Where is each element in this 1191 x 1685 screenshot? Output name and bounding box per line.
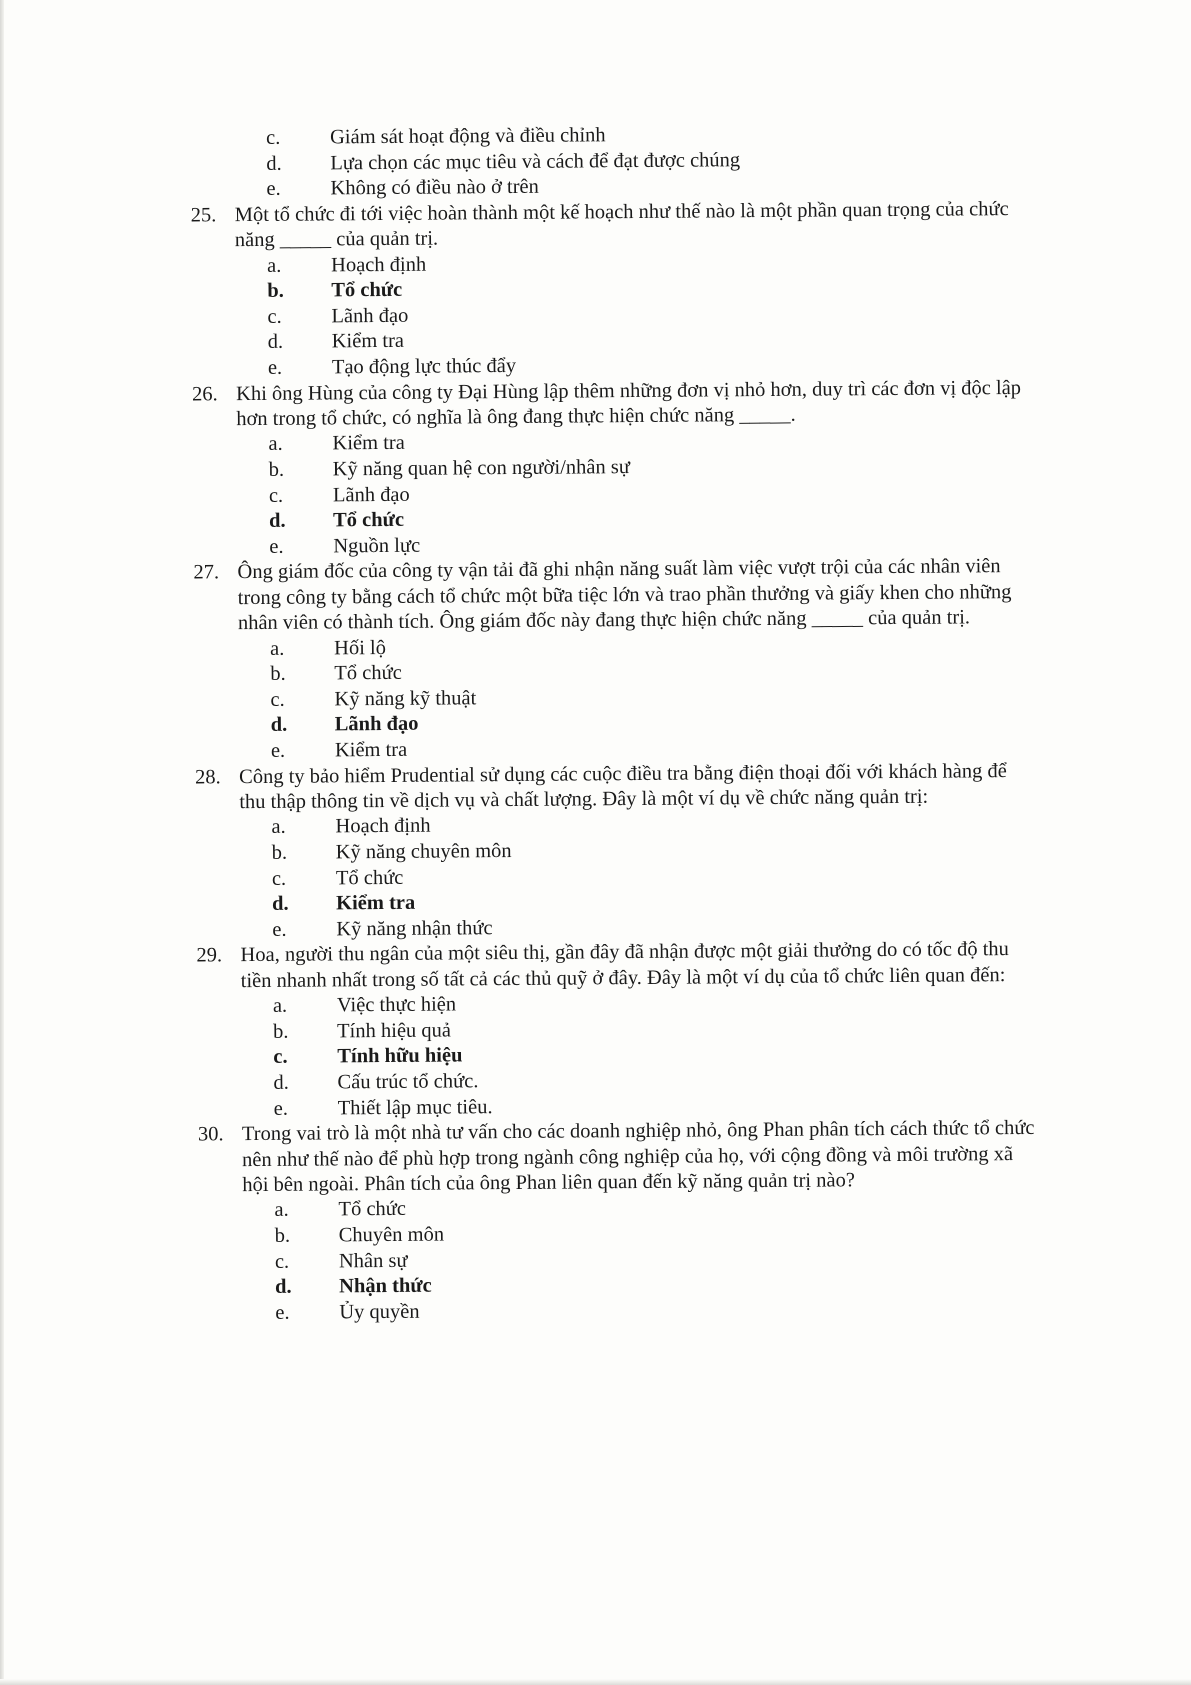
option-letter: c. bbox=[270, 688, 285, 711]
question-block bbox=[198, 1116, 1040, 1327]
option-letter: e. bbox=[270, 739, 286, 762]
option-text: Hoạch định bbox=[330, 253, 427, 276]
option-text: Hoạch định bbox=[335, 814, 431, 838]
option-letter: d. bbox=[275, 1275, 292, 1298]
option-letter: a. bbox=[271, 816, 286, 839]
question-list bbox=[1, 195, 1191, 1328]
page-content bbox=[0, 119, 1191, 1329]
scan-edge-bottom bbox=[0, 1679, 1191, 1685]
option-text: Giám sát hoạt động và điều chỉnh bbox=[329, 124, 606, 149]
question-text: Hoa, người thu ngân của một siêu thị, gần đây đã nhận được một giải thưởng do có tốc độ thu tiền nhanh nhất trong số tất cả các thủ quỹ ở đây. Đây là một ví dụ của tổ chức liên quan đến: bbox=[240, 938, 1009, 992]
option-text: Hối lộ bbox=[334, 636, 387, 659]
option-letter: e. bbox=[266, 177, 281, 201]
option-text: Không có điều nào ở trên bbox=[330, 175, 539, 200]
option-text: Nhân sự bbox=[338, 1249, 408, 1272]
option-letter: a. bbox=[270, 637, 285, 660]
option-text: Kiểm tra bbox=[334, 738, 408, 762]
option-letter: c. bbox=[265, 126, 281, 149]
option-text: Kiểm tra bbox=[332, 432, 405, 455]
question-block bbox=[191, 197, 1032, 382]
question-block bbox=[192, 375, 1033, 560]
question-number: 28. bbox=[195, 765, 221, 789]
option-letter: b. bbox=[268, 458, 285, 481]
question-text: Trong vai trò là một nhà tư vấn cho các doanh nghiệp nhỏ, ông Phan phân tích cách thức tổ chức nên như thế nào để phù hợp trong ngành công nghiệp của họ, với cộng đồng và môi trường xã hội bên ngoài. Phân tích của ông Phan liên quan đến kỹ năng quản trị nào? bbox=[241, 1117, 1035, 1197]
option-text: Tổ chức bbox=[335, 866, 404, 889]
question-stem bbox=[191, 197, 1031, 254]
option-text: Chuyên môn bbox=[338, 1223, 445, 1247]
option-text: Lãnh đạo bbox=[331, 304, 409, 328]
option-letter: a. bbox=[268, 433, 283, 456]
option-text: Kỹ năng kỹ thuật bbox=[334, 687, 477, 711]
option-letter: e. bbox=[269, 535, 284, 558]
option-text: Tổ chức bbox=[334, 662, 402, 685]
question-block bbox=[193, 554, 1035, 765]
question-stem bbox=[196, 937, 1036, 994]
option-letter: b. bbox=[274, 1224, 291, 1247]
option-letter: d. bbox=[267, 331, 284, 354]
option-text: Tạo động lực thúc đẩy bbox=[331, 354, 517, 379]
option-letter: a. bbox=[274, 1199, 289, 1222]
option-letter: c. bbox=[273, 1046, 288, 1069]
option-text: Kỹ năng quan hệ con người/nhân sự bbox=[332, 456, 631, 481]
option-letter: a. bbox=[267, 254, 282, 277]
question-stem bbox=[198, 1116, 1039, 1199]
option-text: Kỹ năng chuyên môn bbox=[335, 839, 512, 864]
option-letter: d. bbox=[270, 714, 288, 737]
question-number: 27. bbox=[193, 561, 220, 584]
option-letter: c. bbox=[268, 484, 284, 507]
question-text: Khi ông Hùng của công ty Đại Hùng lập thêm những đơn vị nhỏ hơn, duy trì các đơn vị độc lập hơn trong tổ chức, có nghĩa là ông đang thực hiện chức năng _____. bbox=[236, 376, 1022, 431]
option-letter: b. bbox=[270, 662, 286, 686]
option-letter: d. bbox=[273, 1071, 289, 1094]
option-letter: d. bbox=[266, 152, 282, 175]
option-text: Thiết lập mục tiêu. bbox=[337, 1095, 493, 1119]
option-text: Lãnh đạo bbox=[334, 713, 419, 736]
question-stem bbox=[195, 758, 1035, 815]
question-stem bbox=[193, 554, 1034, 637]
option-text: Kỹ năng nhận thức bbox=[336, 916, 493, 941]
option-letter: d. bbox=[269, 509, 286, 533]
option-letter: b. bbox=[271, 841, 288, 864]
option-letter: c. bbox=[271, 867, 287, 890]
option-letter: e. bbox=[272, 918, 287, 941]
question-number: 25. bbox=[190, 204, 217, 227]
question-block bbox=[195, 758, 1036, 943]
question-stem bbox=[192, 375, 1032, 432]
option-letter: a. bbox=[272, 994, 288, 1018]
option-letter: e. bbox=[273, 1097, 289, 1120]
option-letter: b. bbox=[267, 279, 284, 303]
answer-option bbox=[199, 1295, 1039, 1327]
question-number: 30. bbox=[197, 1123, 224, 1146]
question-text: Ông giám đốc của công ty vận tải đã ghi nhận năng suất làm việc vượt trội của các nhân viên trong công ty bằng cách tổ chức một bữa tiệc lớn và trao phần thưởng và giấy khen cho những nhân viên có thành tích. Ông giám đốc này đang thực hiện chức năng _____ của quản trị. bbox=[237, 555, 1012, 635]
question-text: Một tổ chức đi tới việc hoàn thành một kế hoạch như thế nào là một phần quan trọng của chức năng _____ của quản trị. bbox=[234, 197, 1009, 252]
option-text: Tổ chức bbox=[338, 1198, 407, 1221]
question-number: 29. bbox=[196, 944, 223, 967]
option-text: Nhận thức bbox=[339, 1274, 432, 1298]
option-text: Tổ chức bbox=[331, 279, 403, 302]
option-text: Nguồn lực bbox=[333, 534, 421, 558]
question-24-continuation bbox=[190, 120, 1031, 203]
question-number: 26. bbox=[192, 382, 218, 406]
option-letter: c. bbox=[267, 305, 282, 328]
question-text: Công ty bảo hiểm Prudential sử dụng các cuộc điều tra bằng điện thoại đối với khách hàng để thu thập thông tin về dịch vụ và chất lượng. Đây là một ví dụ về chức năng quản trị: bbox=[239, 759, 1007, 814]
option-text: Kiểm tra bbox=[331, 330, 405, 353]
option-letter: e. bbox=[267, 356, 283, 379]
option-letter: d. bbox=[272, 892, 289, 916]
option-text: Lãnh đạo bbox=[332, 483, 410, 506]
option-text: Việc thực hiện bbox=[336, 993, 457, 1017]
option-text: Tính hiệu quả bbox=[337, 1019, 452, 1043]
option-letter: b. bbox=[273, 1020, 289, 1043]
option-text: Tổ chức bbox=[333, 508, 405, 532]
option-text: Ủy quyền bbox=[339, 1300, 420, 1324]
option-letter: c. bbox=[274, 1250, 290, 1273]
option-text: Tính hữu hiệu bbox=[337, 1044, 463, 1068]
option-letter: e. bbox=[275, 1301, 290, 1324]
option-text: Cấu trúc tổ chức. bbox=[337, 1070, 479, 1094]
option-text: Kiểm tra bbox=[336, 891, 416, 915]
question-block bbox=[196, 937, 1037, 1122]
option-text: Lựa chọn các mục tiêu và cách để đạt được chúng bbox=[330, 148, 741, 175]
